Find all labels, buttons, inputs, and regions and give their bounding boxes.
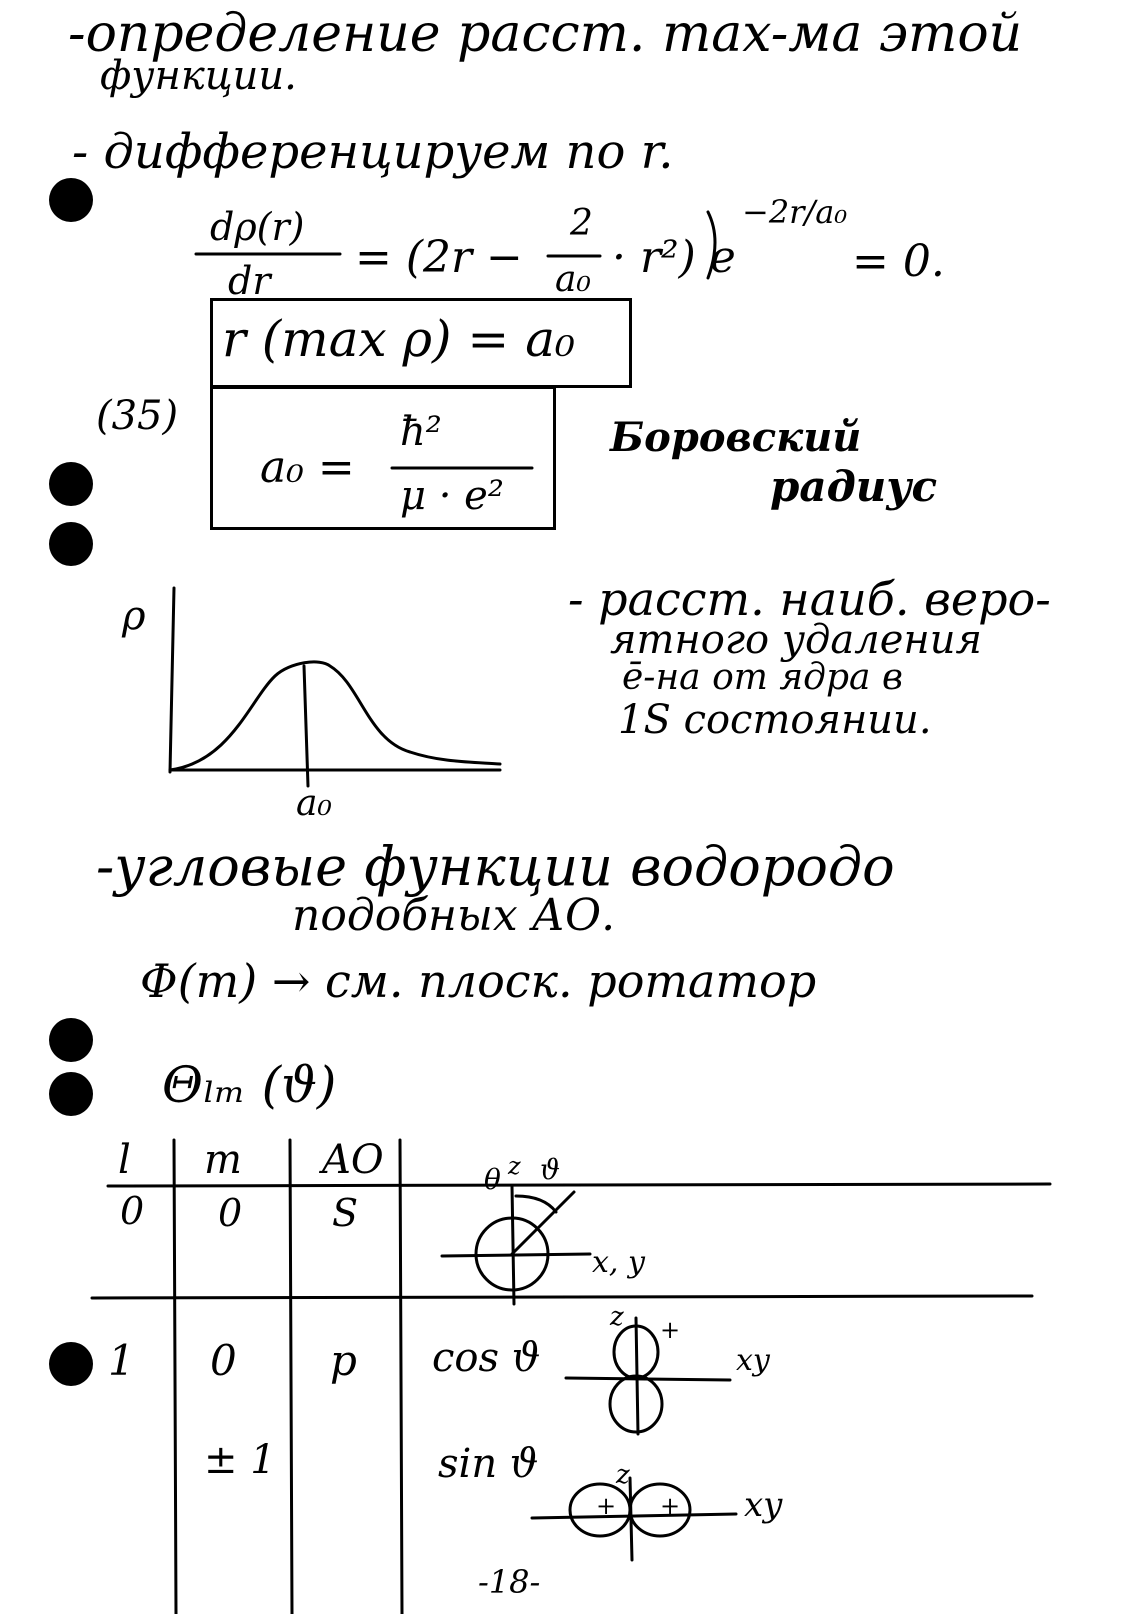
bohr-radius-label-2: радиус	[770, 462, 938, 511]
p1-orbital-plus-left: +	[596, 1492, 617, 1520]
bohr-radius-label-1: Боровский	[610, 414, 862, 461]
s-orbital-angle-arc	[516, 1196, 556, 1212]
table-cell-m-0: 0	[218, 1191, 243, 1235]
p0-orbital-x-axis	[566, 1378, 730, 1380]
s-orbital-z-axis	[512, 1186, 514, 1304]
s-orbital-angle-label: ϑ	[540, 1153, 561, 1186]
rmax-text: r (max ρ) = a₀	[222, 310, 576, 368]
p0-orbital-z-axis	[636, 1318, 638, 1434]
p0-orbital-z-label: z	[610, 1302, 624, 1332]
table-cell-ao-0: S	[332, 1191, 359, 1235]
s-orbital-theta-label: θ	[484, 1163, 501, 1196]
graph-x-label: a₀	[296, 783, 332, 824]
formula-zero: = 0.	[852, 236, 945, 287]
text-line-3: - дифференцируем по r.	[72, 124, 674, 180]
table-col-1	[174, 1140, 176, 1614]
graph-y-axis	[170, 588, 174, 772]
page-number: -18-	[478, 1563, 541, 1601]
text-line-1: -определение расст. max-ма этой	[68, 4, 1023, 64]
p0-orbital-xy-label: xy	[736, 1343, 770, 1378]
table-col-2	[290, 1140, 292, 1614]
formula-frac-den: a₀	[555, 259, 591, 300]
table-cell-func-1: cos ϑ	[432, 1335, 541, 1381]
p0-orbital-plus-label: +	[660, 1316, 681, 1344]
graph-desc-4: 1S состоянии.	[618, 697, 932, 743]
text-angular-2: подобных АО.	[292, 890, 616, 941]
formula-denominator: dr	[228, 259, 271, 303]
table-header-ao: AO	[322, 1137, 384, 1183]
text-phi: Φ(m) → см. плоск. ротатор	[140, 954, 817, 1008]
table-cell-l-0: 0	[120, 1189, 145, 1233]
formula-frac-num: 2	[570, 203, 593, 244]
p1-orbital-z-axis	[630, 1478, 632, 1560]
table-col-3	[400, 1140, 402, 1614]
s-orbital-x-axis	[442, 1254, 590, 1256]
p1-orbital-x-axis	[532, 1514, 736, 1518]
bohr-denominator: μ · e²	[400, 473, 504, 519]
text-line-2: функции.	[100, 53, 297, 99]
s-orbital-xy-label: x, y	[592, 1245, 645, 1280]
graph-desc-2: ятного удаления	[610, 617, 982, 663]
graph-desc-3: ē-на от ядра в	[622, 657, 903, 698]
p1-orbital-right-lobe	[630, 1484, 690, 1536]
table-header-m: m	[204, 1137, 242, 1183]
table-cell-func-2: sin ϑ	[438, 1441, 539, 1487]
formula-exponent: −2r/a₀	[742, 193, 848, 231]
graph-a0-marker	[304, 666, 308, 786]
table-cell-m-1: 0	[210, 1336, 237, 1385]
s-orbital-z-label: z	[508, 1152, 521, 1180]
graph-y-label: ρ	[122, 593, 146, 639]
table-cell-m-2: ± 1	[204, 1437, 276, 1483]
graph-desc-1: - расст. наиб. веро-	[568, 572, 1051, 626]
table-header-l: l	[118, 1137, 131, 1183]
formula-rhs: = (2r −	[355, 232, 523, 283]
equation-number: (35)	[96, 393, 179, 439]
p1-orbital-plus-right: +	[660, 1492, 681, 1520]
table-line-row	[92, 1296, 1032, 1298]
bohr-numerator: ħ²	[400, 409, 442, 455]
bohr-lhs: a₀ =	[260, 442, 355, 493]
p1-orbital-z-label: z	[616, 1460, 630, 1490]
table-cell-ao-1: p	[330, 1336, 357, 1385]
graph-curve	[170, 662, 500, 770]
formula-numerator: dρ(r)	[210, 205, 305, 249]
p1-orbital-xy-label: xy	[744, 1485, 783, 1525]
formula-after: · r²) e	[612, 232, 736, 283]
table-cell-l-1: 1	[108, 1336, 135, 1385]
formula-paren	[708, 212, 715, 278]
p1-orbital-left-lobe	[570, 1484, 630, 1536]
text-angular-1: -угловые функции водородо	[96, 835, 895, 898]
text-theta: Θₗₘ (ϑ)	[162, 1056, 337, 1114]
table-line-header	[108, 1184, 1050, 1186]
